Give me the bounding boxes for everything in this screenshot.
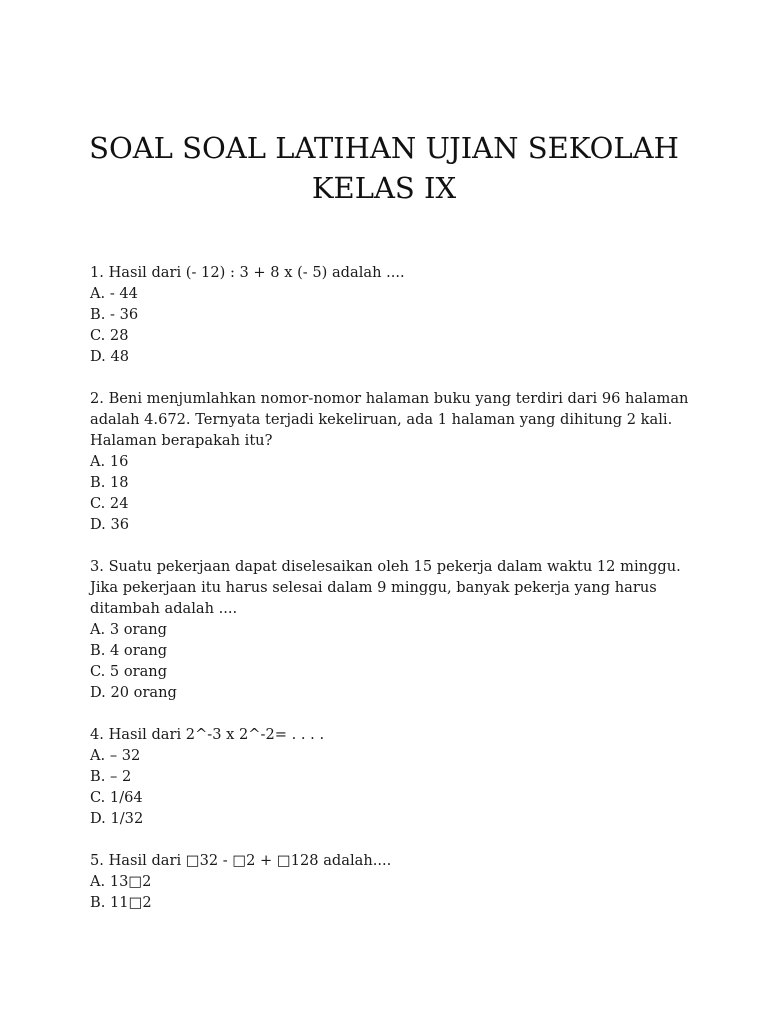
title-line-1: SOAL SOAL LATIHAN UJIAN SEKOLAH xyxy=(89,131,679,165)
option-d: D. 20 orang xyxy=(90,684,177,701)
option-b: B. 18 xyxy=(90,474,129,491)
option-d: D. 1/32 xyxy=(90,810,144,827)
option-b: B. 11□2 xyxy=(90,894,152,911)
option-a: A. 13□2 xyxy=(90,873,152,890)
option-a: A. - 44 xyxy=(90,285,138,302)
option-c: C. 24 xyxy=(90,495,129,512)
question-5 xyxy=(90,850,690,913)
question-3 xyxy=(90,556,690,703)
option-b: B. 4 orang xyxy=(90,642,168,659)
question-text: 4. Hasil dari 2^-3 x 2^-2= . . . . xyxy=(90,726,325,743)
title-line-2: KELAS IX xyxy=(311,171,457,205)
question-list xyxy=(90,262,690,934)
option-c: C. 1/64 xyxy=(90,789,143,806)
option-b: B. – 2 xyxy=(90,768,132,785)
option-d: D. 36 xyxy=(90,516,130,533)
question-text: 5. Hasil dari □32 - □2 + □128 adalah.... xyxy=(90,852,392,869)
option-d: D. 48 xyxy=(90,348,130,365)
question-1 xyxy=(90,262,690,367)
question-4 xyxy=(90,724,690,829)
question-text: 2. Beni menjumlahkan nomor-nomor halaman buku yang terdiri dari 96 halaman adalah 4.672. Ternyata terjadi kekeliruan, ada 1 halaman yang dihitung 2 kali. Halaman berapakah itu? xyxy=(90,390,689,449)
document-title xyxy=(0,128,768,208)
question-text: 1. Hasil dari (- 12) : 3 + 8 x (- 5) adalah .... xyxy=(90,264,405,281)
question-2 xyxy=(90,388,690,535)
option-c: C. 5 orang xyxy=(90,663,168,680)
option-a: A. 3 orang xyxy=(90,621,167,638)
option-b: B. - 36 xyxy=(90,306,139,323)
question-text: 3. Suatu pekerjaan dapat diselesaikan oleh 15 pekerja dalam waktu 12 minggu. Jika pekerjaan itu harus selesai dalam 9 minggu, banyak pekerja yang harus ditambah adalah .... xyxy=(90,558,681,617)
option-a: A. 16 xyxy=(90,453,129,470)
option-c: C. 28 xyxy=(90,327,129,344)
option-a: A. – 32 xyxy=(90,747,141,764)
